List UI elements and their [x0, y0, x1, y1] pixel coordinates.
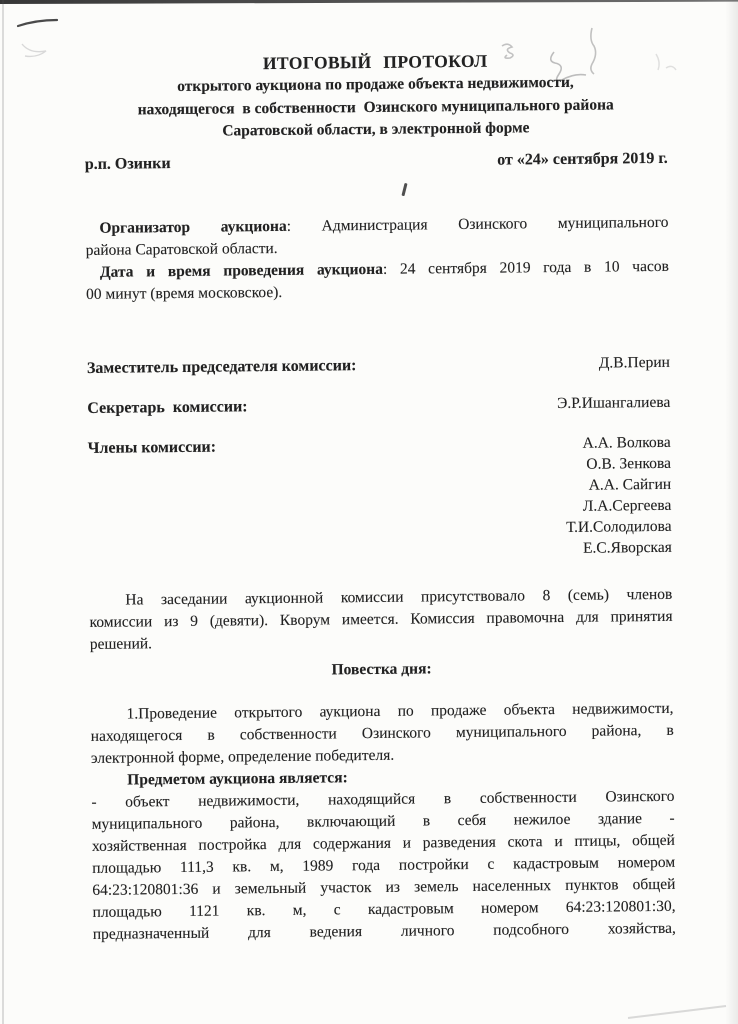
text-line: 64:23:120801:36 и земельный участок из земель населенных пунктов общей	[92, 875, 676, 899]
text-line: 00 минут (время московское).	[86, 283, 283, 303]
auction-subject-paragraph	[91, 785, 676, 945]
place-date-row	[85, 147, 668, 175]
commission-member-name: Л.А.Сергеева	[582, 496, 672, 515]
text-line: района Саратовской области.	[85, 239, 278, 259]
deputy-chairman-label: Заместитель председателя комиссии:	[86, 356, 357, 377]
document-subtitle-line: Саратовской области, в электронной форме	[222, 119, 530, 140]
text-line: решений.	[89, 634, 153, 653]
text-line: комиссии из 9 (девяти). Кворум имеется. Комиссия правомочна для принятия	[89, 607, 673, 631]
place-label: р.п. Озинки	[84, 154, 171, 173]
commission-members-list	[565, 431, 672, 558]
deputy-chairman-name: Д.В.Перин	[598, 353, 670, 372]
document-subtitle-line: находящегося в собственности Озинского муниципального района	[137, 95, 614, 118]
text-line: площадью 1121 кв. м, с кадастровым номером 64:23:120801:30,	[92, 897, 676, 921]
auction-subject-label: Предметом аукциона является:	[127, 768, 348, 789]
members-row	[88, 431, 672, 563]
auction-datetime-value: : 24 сентября 2019 года в 10 часов	[382, 257, 669, 278]
text-line: находящегося в собственности Озинского муниципального района, в	[90, 721, 674, 745]
commission-member-name: Т.И.Солодилова	[566, 517, 672, 536]
text-line: хозяйственная постройка для содержания и разведения скота и птицы, общей	[91, 831, 675, 855]
text-line: 1.Проведение открытого аукциона по продаже объекта недвижимости,	[126, 699, 674, 723]
text-line: площадью 111,3 кв. м, 1989 года постройки с кадастровым номером	[92, 853, 676, 877]
text-line: муниципального района, включающий в себя нежилое здание -	[91, 809, 675, 833]
auction-datetime-label: Дата и время проведения аукциона	[99, 260, 383, 281]
document-title: ИТОГОВЫЙ ПРОТОКОЛ	[262, 50, 488, 74]
agenda-item-1	[90, 697, 674, 769]
text-line: На заседании аукционной комиссии присутствовало 8 (семь) членов	[125, 585, 673, 609]
text-line: - объект недвижимости, находящийся в собственности Озинского	[91, 787, 675, 811]
agenda-heading: Повестка дня:	[331, 659, 432, 678]
text-line: электронной форме, определение победителя.	[90, 746, 395, 767]
organizer-paragraph	[85, 211, 668, 261]
deputy-chairman-row	[87, 351, 670, 379]
commission-member-name: А.А. Сайгин	[588, 475, 672, 494]
commission-member-name: О.В. Зенкова	[586, 454, 672, 473]
scan-bottom-smudge	[626, 1002, 731, 1022]
secretary-name: Э.Р.Ишангалиева	[556, 393, 671, 412]
date-label: от «24» сентября 2019 г.	[497, 149, 668, 169]
auction-datetime-paragraph	[86, 255, 669, 305]
commission-member-name: Е.С.Яворская	[582, 538, 672, 557]
organizer-label: Организатор аукциона	[99, 217, 287, 237]
secretary-label: Секретарь комиссии:	[87, 397, 248, 417]
quorum-paragraph	[89, 583, 673, 655]
document-subtitle	[84, 71, 668, 145]
members-label: Члены комиссии:	[87, 438, 217, 457]
secretary-row	[87, 391, 670, 419]
text-line: предназначенный для ведения личного подсобного хозяйства,	[92, 919, 676, 943]
commission-member-name: А.А. Волкова	[582, 433, 671, 452]
document-subtitle-line: открытого аукциона по продаже объекта недвижимости,	[177, 73, 574, 95]
organizer-value: : Администрация Озинского муниципального	[286, 213, 669, 235]
